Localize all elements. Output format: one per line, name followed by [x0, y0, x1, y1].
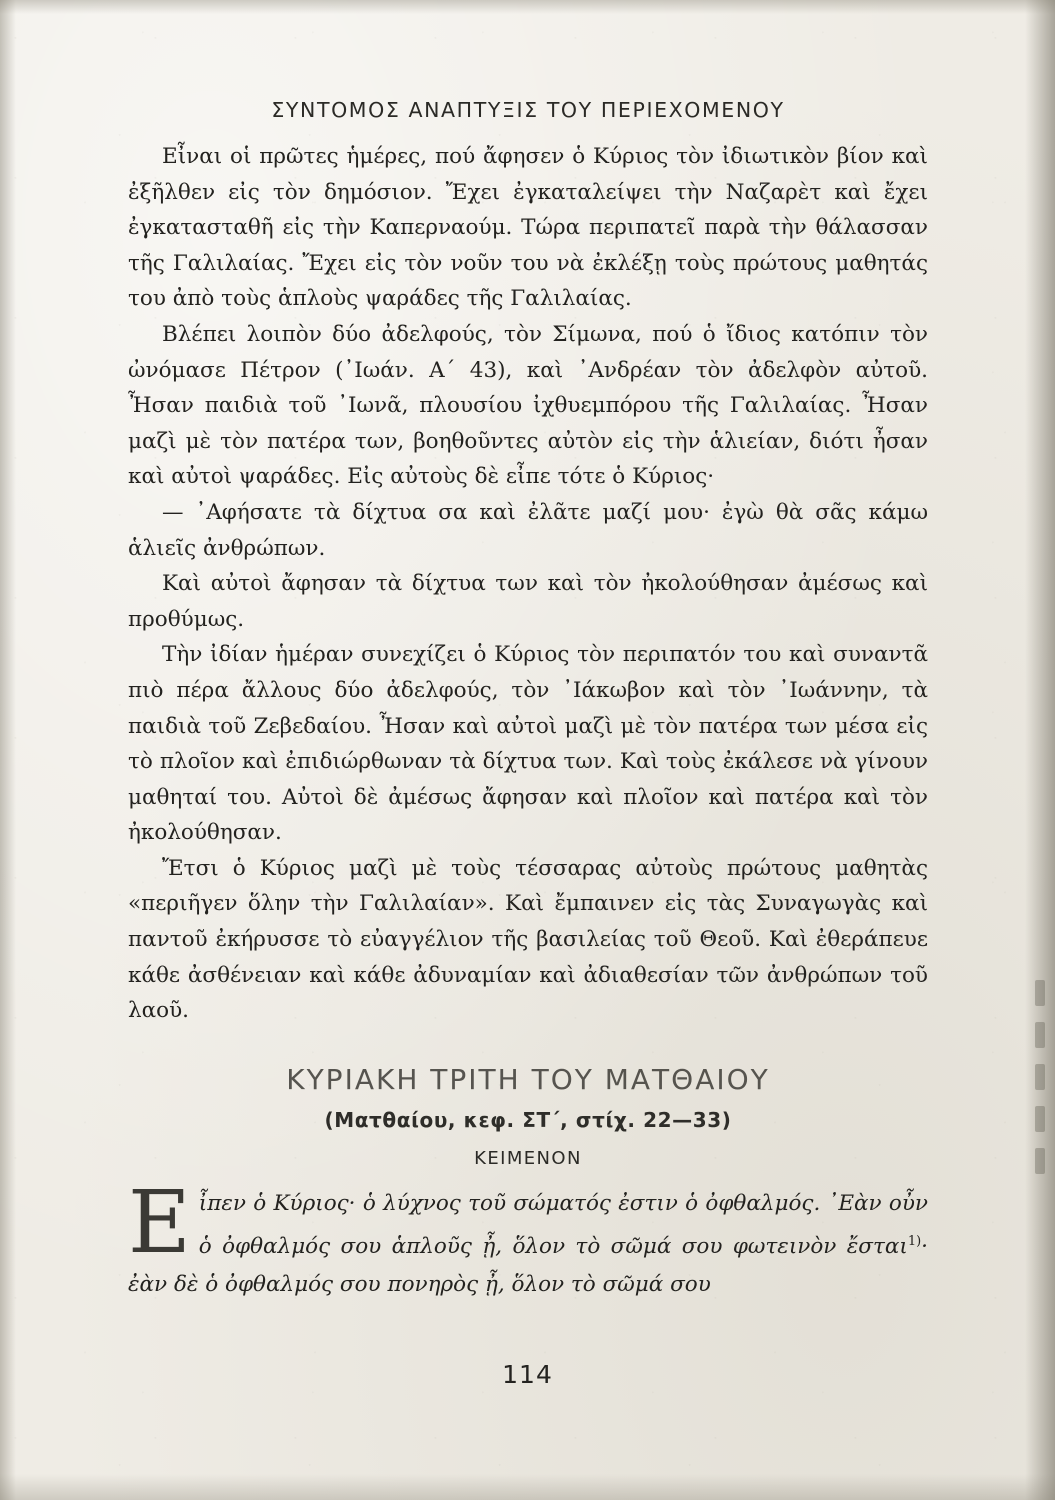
gutter-mark	[1035, 1022, 1045, 1048]
scripture-text-first: ἶπεν ὁ Κύριος· ὁ λύχνος τοῦ σώματός ἐστιν ὁ ὀφθαλμός. ᾽Εὰν οὖν ὁ ὀφθαλμός σου ἁπλοῦς ᾖ, ὅλον τὸ σῶμά σου φωτεινὸν ἔσται	[198, 1190, 928, 1259]
page-left-edge-shadow	[0, 0, 16, 1500]
page-bottom-edge-shadow	[0, 1474, 1055, 1500]
page-content	[128, 98, 928, 1304]
page-top-edge-shadow	[0, 0, 1055, 14]
drop-cap: Ε	[128, 1172, 191, 1273]
paragraph: Βλέπει λοιπὸν δύο ἀδελφούς, τὸν Σίμωνα, πού ὁ ἴδιος κατόπιν τὸν ὠνόμασε Πέτρον (᾽Ιωάν. Α΄ 43), καὶ ᾽Ανδρέαν τὸν ἀδελφὸν αὐτοῦ. Ἦσαν παιδιὰ τοῦ ᾽Ιωνᾶ, πλουσίου ἰχθυεμπόρου τῆς Γαλιλαίας. Ἦσαν μαζὶ μὲ τὸν πατέρα των, βοηθοῦντες αὐτὸν εἰς τὴν ἁλιείαν, διότι ἦσαν καὶ αὐτοὶ ψαράδες. Εἰς αὐτοὺς δὲ εἶπε τότε ὁ Κύριος·	[128, 321, 928, 490]
body-text	[128, 139, 928, 1029]
gutter-mark	[1035, 1106, 1045, 1132]
section-title: ΚΥΡΙΑΚΗ ΤΡΙΤΗ ΤΟΥ ΜΑΤΘΑΙΟΥ	[286, 1062, 770, 1096]
paragraph: Ἔτσι ὁ Κύριος μαζὶ μὲ τοὺς τέσσαρας αὐτοὺς πρώτους μαθητὰς «περιῆγεν ὅλην τὴν Γαλιλαίαν». Καὶ ἔμπαινεν εἰς τὰς Συναγωγὰς καὶ παντοῦ ἐκήρυσσε τὸ εὐαγγέλιον τῆς βασιλείας τοῦ Θεοῦ. Καὶ ἐθεράπευε κάθε ἀσθένειαν καὶ κάθε ἀδυναμίαν καὶ ἀδιαθεσίαν τῶν ἀνθρώπων τοῦ λαοῦ.	[128, 855, 928, 1024]
page-number: 114	[502, 1360, 553, 1389]
gutter-mark	[1035, 980, 1045, 1006]
section-subtitle-reference: (Ματθαίου, κεφ. ΣΤ΄, στίχ. 22—33)	[324, 1107, 732, 1132]
paragraph: Καὶ αὐτοὶ ἄφησαν τὰ δίχτυα των καὶ τὸν ἠκολούθησαν ἀμέσως καὶ προθύμως.	[128, 571, 928, 632]
running-head: ΣΥΝΤΟΜΟΣ ΑΝΑΠΤΥΞΙΣ ΤΟΥ ΠΕΡΙΕΧΟΜΕΝΟΥ	[271, 98, 785, 122]
scripture-passage	[128, 1172, 928, 1304]
gutter-mark	[1035, 1148, 1045, 1174]
page-gutter-marks	[1035, 980, 1049, 1300]
footnote-marker: 1)	[907, 1233, 922, 1249]
paragraph: Τὴν ἰδίαν ἡμέραν συνεχίζει ὁ Κύριος τὸν περιπατόν του καὶ συναντᾶ πιὸ πέρα ἄλλους δύο ἀδελφούς, τὸν ᾽Ιάκωβον καὶ τὸν ᾽Ιωάννην, τὰ παιδιὰ τοῦ Ζεβεδαίου. Ἦσαν καὶ αὐτοὶ μαζὶ μὲ τὸν πατέρα των μέσα εἰς τὸ πλοῖον καὶ ἐπιδιώρθωναν τὰ δίχτυα των. Καὶ τοὺς ἐκάλεσε νὰ γίνουν μαθηταί του. Αὐτοὶ δὲ ἀμέσως ἄφησαν καὶ πλοῖον καὶ πατέρα καὶ τὸν ἠκολούθησαν.	[128, 642, 928, 846]
section-label-keimenon: ΚΕΙΜΕΝΟΝ	[474, 1147, 582, 1169]
paragraph-dialogue: — ᾽Αφήσατε τὰ δίχτυα σα καὶ ἐλᾶτε μαζί μου· ἐγὼ θὰ σᾶς κάμω ἁλιεῖς ἀνθρώπων.	[128, 499, 928, 561]
scripture-text-second: · ἐὰν δὲ ὁ ὀφθαλμός σου πονηρὸς ᾖ, ὅλον τὸ σῶμά σου	[128, 1234, 928, 1297]
gutter-mark	[1035, 1064, 1045, 1090]
paragraph: Εἶναι οἱ πρῶτες ἡμέρες, πού ἄφησεν ὁ Κύριος τὸν ἰδιωτικὸν βίον καὶ ἐξῆλθεν εἰς τὸν δημόσιον. Ἔχει ἐγκαταλείψει τὴν Ναζαρὲτ καὶ ἔχει ἐγκατασταθῆ εἰς τὴν Καπερναούμ. Τώρα περιπατεῖ παρὰ τὴν θάλασσαν τῆς Γαλιλαίας. Ἔχει εἰς τὸν νοῦν του νὰ ἐκλέξῃ τοὺς πρώτους μαθητάς του ἀπὸ τοὺς ἁπλοὺς ψαράδες τῆς Γαλιλαίας.	[128, 144, 928, 312]
page-right-edge-shadow	[1025, 0, 1055, 1500]
